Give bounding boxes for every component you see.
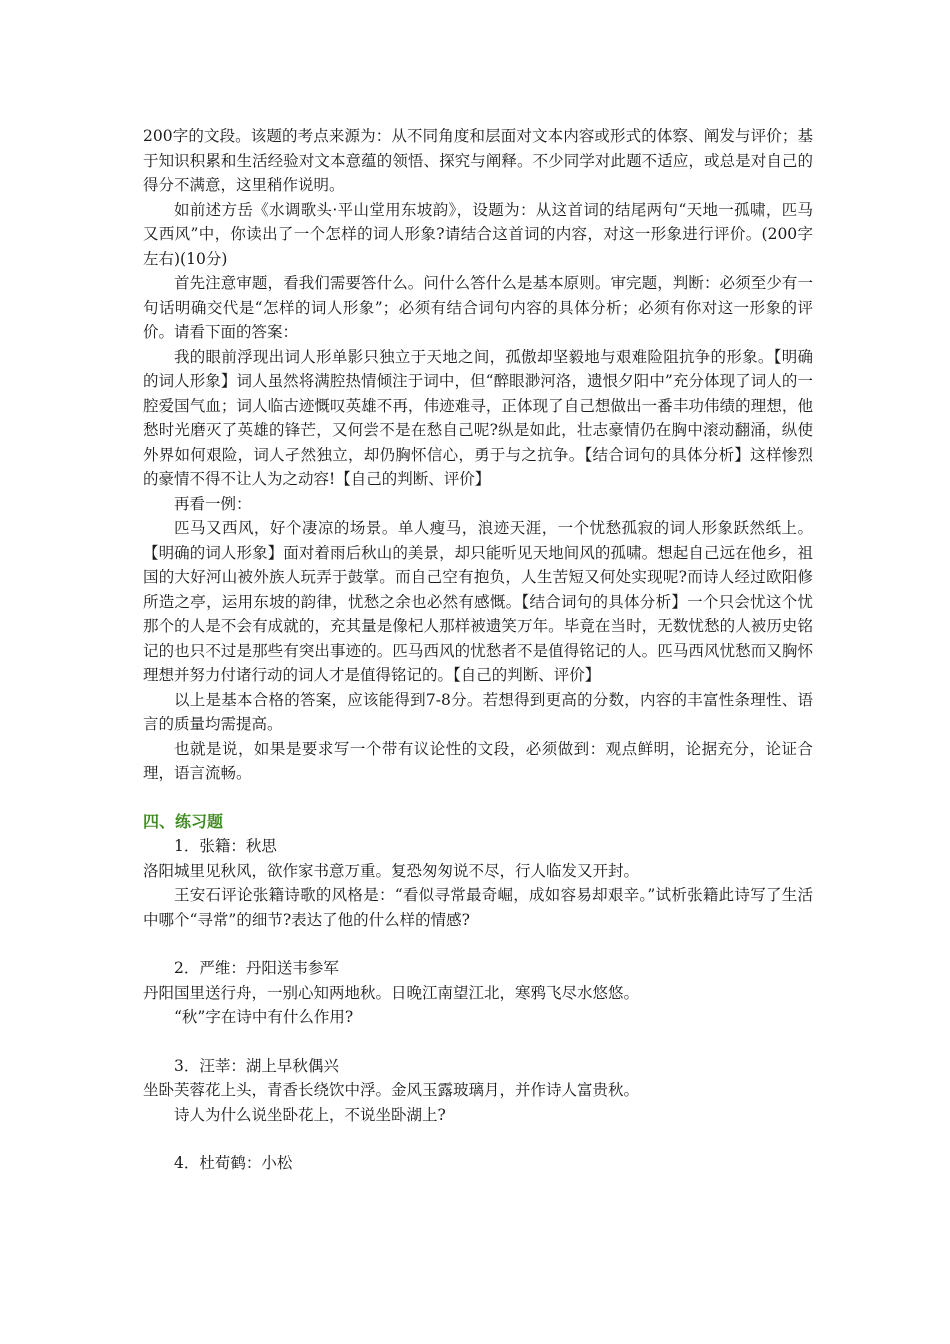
- spacer: [143, 1030, 813, 1054]
- exercise-question: “秋”字在诗中有什么作用?: [174, 1008, 354, 1026]
- exercise-poem: 丹阳国里送行舟，一别心知两地秋。日晚江南望江北，寒鸦飞尽水悠悠。: [143, 983, 640, 1002]
- paragraph-score-note: 以上是基本合格的答案，应该能得到7-8分。若想得到更高的分数，内容的丰富性条理性、语言的质量均需提高。: [143, 690, 813, 733]
- exercise-poem: 坐卧芙蓉花上头，青香长绕饮中浮。金风玉露玻璃月，并作诗人富贵秋。: [143, 1081, 640, 1099]
- spacer: [143, 932, 813, 956]
- paragraph-answer-2: 匹马又西风，好个凄凉的场景。单人瘦马，浪迹天涯，一个忧愁孤寂的词人形象跃然纸上。【明确的词人形象】面对着雨后秋山的美景，却只能听见天地间风的孤啸。想起自己远在他乡，祖国的大好河山被外族人玩弄于鼓掌。而自己空有抱负，人生苦短又何处实现呢?而诗人经过欧阳修所造之亭，运用东坡的韵律，忧愁之余也必然有感慨。【结合词句的具体分析】一个只会忧这个忧那个的人是不会有成就的，充其量是像杞人那样被遗笑万年。毕竟在当时，无数忧愁的人被历史铭记的也只不过是那些有突出事迹的。匹马西风的忧愁者不是值得铭记的人。匹马西风忧愁而又胸怀理想并努力付诸行动的词人才是值得铭记的。【自己的判断、评价】: [143, 519, 813, 684]
- exercise-title: 2．严维：丹阳送韦参军: [174, 959, 339, 977]
- paragraph-intro: 200字的文段。该题的考点来源为：从不同角度和层面对文本内容或形式的体察、阐发与评价；基于知识积累和生活经验对文本意蕴的领悟、探究与阐释。不少同学对此题不适应，或总是对自己的得分不满意，这里稍作说明。: [143, 127, 813, 194]
- exercise-question: 王安石评论张籍诗歌的风格是：“看似寻常最奇崛，成如容易却艰辛。”试析张籍此诗写了生活中哪个“寻常”的细节?表达了他的什么样的情感?: [143, 886, 813, 929]
- paragraph-example-question: 如前述方岳《水调歌头·平山堂用东坡韵》，设题为：从这首词的结尾两句“天地一孤啸，匹马又西风”中，你读出了一个怎样的词人形象?请结合这首词的内容，对这一形象进行评价。(200字左右)(10分): [143, 200, 813, 268]
- paragraph-analysis: 首先注意审题，看我们需要答什么。问什么答什么是基本原则。审完题，判断：必须至少有一句话明确交代是“怎样的词人形象”；必须有结合词句内容的具体分析；必须有你对这一形象的评价。请看下面的答案：: [143, 274, 813, 341]
- exercise-title: 1．张籍：秋思: [174, 837, 277, 855]
- exercise-title: 4．杜荀鹤：小松: [174, 1154, 293, 1172]
- document-page: [143, 124, 813, 1176]
- spacer: [143, 1127, 813, 1151]
- section-heading: 四、练习题: [143, 811, 224, 831]
- paragraph-answer-1: 我的眼前浮现出词人形单影只独立于天地之间，孤傲却坚毅地与艰难险阻抗争的形象。【明确的词人形象】词人虽然将满腔热情倾注于词中，但“醉眼渺河洛，遗恨夕阳中”充分体现了词人的一腔爱国气血；词人临古迹慨叹英雄不再，伟迹难寻，正体现了自己想做出一番丰功伟绩的理想，他愁时光磨灭了英雄的锋芒，又何尝不是在愁自己呢?纵是如此，壮志豪情仍在胸中滚动翻涌，纵使外界如何艰险，词人孑然独立，却仍胸怀信心，勇于与之抗争。【结合词句的具体分析】这样惨烈的豪情不得不让人为之动容!【自己的判断、评价】: [143, 347, 813, 488]
- exercise-poem: 洛阳城里见秋风，欲作家书意万重。复恐匆匆说不尽，行人临发又开封。: [143, 861, 640, 880]
- paragraph-another-example: 再看一例：: [174, 494, 252, 513]
- paragraph-summary: 也就是说，如果是要求写一个带有议论性的文段，必须做到：观点鲜明，论据充分，论证合理，语言流畅。: [143, 739, 813, 782]
- exercise-title: 3．汪莘：湖上早秋偶兴: [174, 1056, 339, 1075]
- exercise-question: 诗人为什么说坐卧花上，不说坐卧湖上?: [174, 1105, 446, 1124]
